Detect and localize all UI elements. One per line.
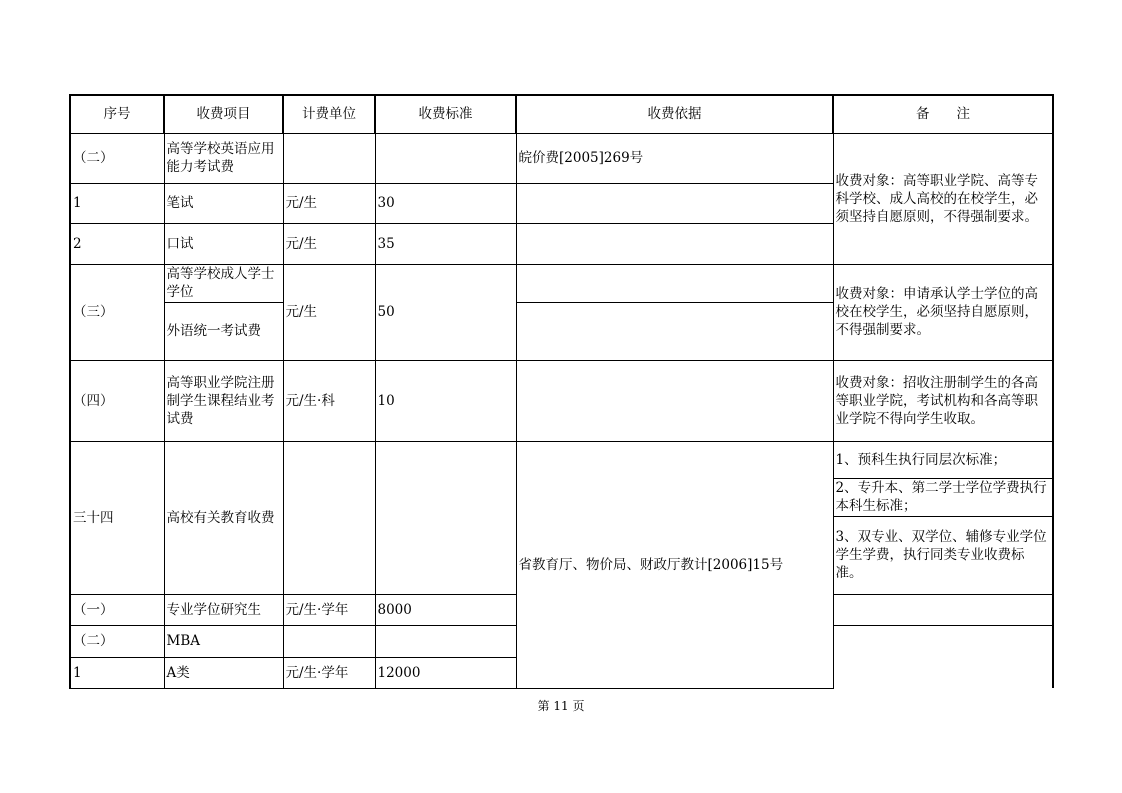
- cell-basis: [516, 223, 833, 264]
- cell-seq: 1: [70, 657, 164, 688]
- cell-item: 高校有关教育收费: [164, 441, 283, 594]
- cell-standard: 12000: [375, 657, 516, 688]
- cell-seq: 1: [70, 183, 164, 223]
- cell-unit: [283, 133, 375, 183]
- table-row: [70, 441, 1053, 478]
- cell-remark-2: 2、专升本、第二学士学位学费执行本科生标准；: [833, 478, 1053, 516]
- cell-item: 高等职业学院注册制学生课程结业考试费: [164, 360, 283, 441]
- cell-basis: [516, 302, 833, 360]
- table-header-row: [70, 95, 1053, 133]
- cell-unit: 元/生·学年: [283, 657, 375, 688]
- cell-seq: （二）: [70, 625, 164, 657]
- cell-seq: 2: [70, 223, 164, 264]
- cell-basis: 省教育厅、物价局、财政厅教计[2006]15号: [516, 441, 833, 688]
- cell-remark: 收费对象：招收注册制学生的各高等职业学院，考试机构和各高等职业学院不得向学生收取。: [833, 360, 1053, 441]
- header-seq: 序号: [70, 95, 164, 133]
- header-standard: 收费标准: [375, 95, 516, 133]
- header-remark: 备 注: [833, 95, 1053, 133]
- cell-item: A类: [164, 657, 283, 688]
- page-number: 第 11 页: [537, 699, 585, 713]
- cell-seq: （三）: [70, 264, 164, 360]
- cell-item: MBA: [164, 625, 283, 657]
- cell-item: 专业学位研究生: [164, 594, 283, 625]
- cell-unit: [283, 625, 375, 657]
- cell-remark: [833, 594, 1053, 625]
- cell-standard: 35: [375, 223, 516, 264]
- cell-basis: [516, 183, 833, 223]
- cell-standard: 8000: [375, 594, 516, 625]
- cell-remark-1: 1、预科生执行同层次标准；: [833, 441, 1053, 478]
- cell-seq: 三十四: [70, 441, 164, 594]
- cell-unit: 元/生: [283, 183, 375, 223]
- table-row: [70, 264, 1053, 302]
- cell-unit: 元/生·科: [283, 360, 375, 441]
- cell-item: 笔试: [164, 183, 283, 223]
- cell-unit: 元/生: [283, 264, 375, 360]
- cell-remark: 收费对象：高等职业学院、高等专科学校、成人高校的在校学生，必须坚持自愿原则，不得强制要求。: [833, 133, 1053, 264]
- cell-remark-3: 3、双专业、双学位、辅修专业学位学生学费，执行同类专业收费标准。: [833, 516, 1053, 594]
- cell-basis: [516, 264, 833, 302]
- table-row: [70, 360, 1053, 441]
- cell-standard: [375, 441, 516, 594]
- cell-standard: [375, 625, 516, 657]
- cell-unit: 元/生: [283, 223, 375, 264]
- cell-seq: （一）: [70, 594, 164, 625]
- cell-item: 高等学校成人学士学位: [164, 264, 283, 302]
- cell-remark: 收费对象：申请承认学士学位的高校在校学生，必须坚持自愿原则，不得强制要求。: [833, 264, 1053, 360]
- cell-seq: （四）: [70, 360, 164, 441]
- cell-remark: [833, 625, 1053, 688]
- cell-basis: 皖价费[2005]269号: [516, 133, 833, 183]
- cell-item: 外语统一考试费: [164, 302, 283, 360]
- header-unit: 计费单位: [283, 95, 375, 133]
- cell-seq: （二）: [70, 133, 164, 183]
- cell-basis: [516, 360, 833, 441]
- cell-standard: [375, 133, 516, 183]
- cell-standard: 10: [375, 360, 516, 441]
- header-basis: 收费依据: [516, 95, 833, 133]
- cell-unit: [283, 441, 375, 594]
- header-item: 收费项目: [164, 95, 283, 133]
- cell-standard: 50: [375, 264, 516, 360]
- fee-table: [69, 94, 1054, 689]
- cell-item: 口试: [164, 223, 283, 264]
- cell-item: 高等学校英语应用能力考试费: [164, 133, 283, 183]
- table-row: [70, 133, 1053, 183]
- cell-unit: 元/生·学年: [283, 594, 375, 625]
- cell-standard: 30: [375, 183, 516, 223]
